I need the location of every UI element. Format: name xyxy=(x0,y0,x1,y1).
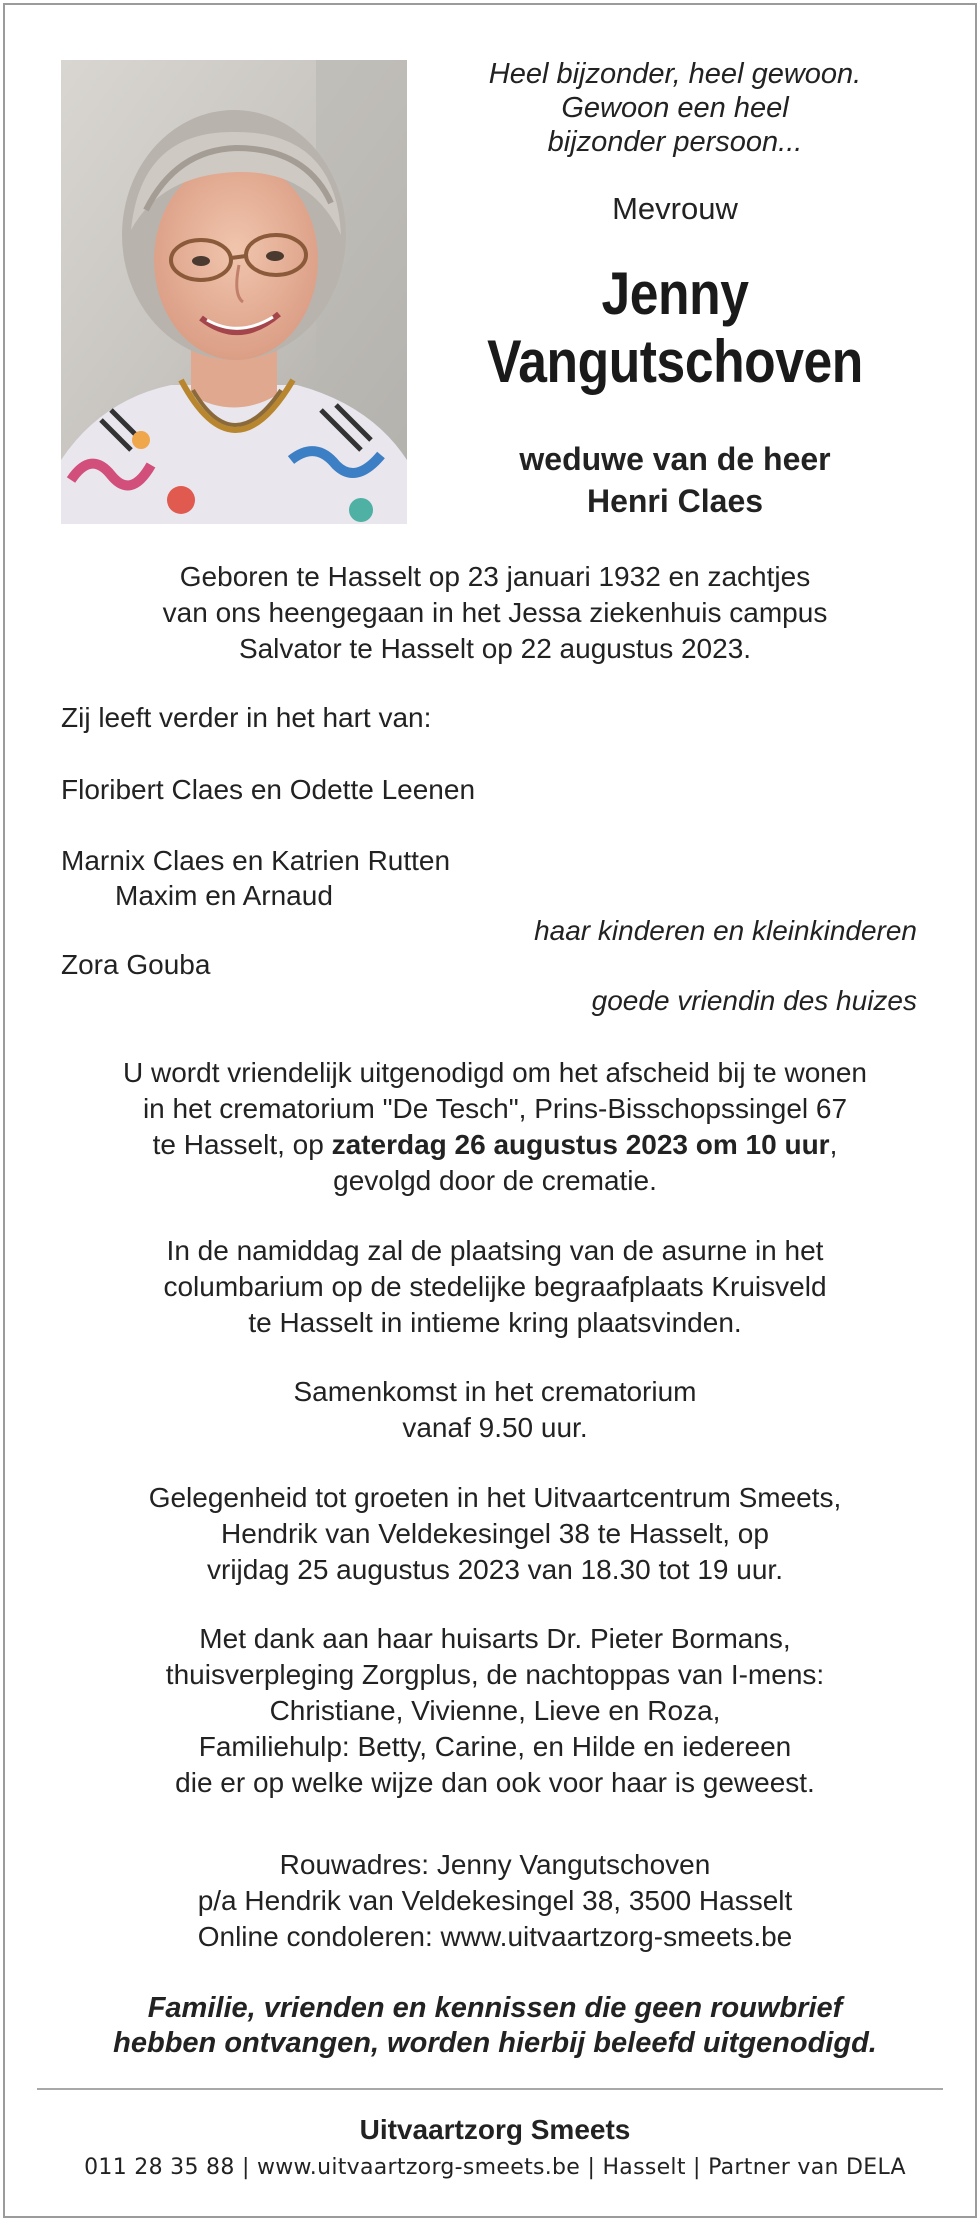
text-line: vanaf 9.50 uur. xyxy=(402,1412,588,1443)
text-line: te Hasselt in intieme kring plaatsvinden. xyxy=(248,1307,742,1338)
relation-label: haar kinderen en kleinkinderen xyxy=(534,915,917,946)
widow-of xyxy=(435,438,915,522)
closing-invitation xyxy=(45,1991,945,2061)
text-line: Familiehulp: Betty, Carine, en Hilde en iedereen xyxy=(198,1731,792,1762)
ceremony-paragraph xyxy=(45,1055,945,1199)
text-line: Online condoleren: www.uitvaartzorg-smeets.be xyxy=(197,1921,793,1952)
urn-paragraph xyxy=(45,1233,945,1341)
text-span: , xyxy=(829,1129,838,1160)
text-line: In de namiddag zal de plaatsing van de asurne in het xyxy=(166,1235,824,1266)
survivor-line: Zora Gouba xyxy=(61,949,211,980)
survivors-intro: Zij leeft verder in het hart van: xyxy=(61,702,432,733)
text-line: Hendrik van Veldekesingel 38 te Hasselt, op xyxy=(221,1518,769,1549)
text-span: te Hasselt, op xyxy=(152,1129,332,1160)
opening-quote xyxy=(435,57,915,159)
widow-line: weduwe van de heer xyxy=(519,441,831,477)
quote-line: bijzonder persoon... xyxy=(547,126,803,158)
survivor-line: Floribert Claes en Odette Leenen xyxy=(61,774,476,805)
text-line: Met dank aan haar huisarts Dr. Pieter Bormans, xyxy=(199,1623,791,1654)
funeral-company: Uitvaartzorg Smeets xyxy=(359,2114,631,2145)
funeral-contact: 011 28 35 88 | www.uitvaartzorg-smeets.be | Hasselt | Partner van DELA xyxy=(84,2155,906,2180)
portrait-photo xyxy=(61,60,407,524)
address-paragraph xyxy=(45,1847,945,1955)
text-line: Familie, vrienden en kennissen die geen rouwbrief xyxy=(147,1992,843,2024)
text-line: p/a Hendrik van Veldekesingel 38, 3500 Hasselt xyxy=(197,1885,793,1916)
survivor-line: Marnix Claes en Katrien Rutten xyxy=(61,845,451,876)
text-line: in het crematorium "De Tesch", Prins-Bisschopssingel 67 xyxy=(142,1093,848,1124)
text-line: vrijdag 25 augustus 2023 van 18.30 tot 19 uur. xyxy=(207,1554,783,1585)
thanks-paragraph xyxy=(45,1621,945,1801)
survivor-line: Maxim en Arnaud xyxy=(115,880,333,911)
text-line: thuisverpleging Zorgplus, de nachtoppas van I-mens: xyxy=(165,1659,825,1690)
deceased-name xyxy=(460,260,890,396)
text-line: hebben ontvangen, worden hierbij beleefd uitgenodigd. xyxy=(113,2027,877,2059)
gathering-paragraph xyxy=(45,1374,945,1446)
ceremony-date: zaterdag 26 augustus 2023 om 10 uur xyxy=(331,1129,830,1160)
first-name: Jenny xyxy=(601,260,749,327)
footer-divider xyxy=(37,2088,943,2090)
text-line: Samenkomst in het crematorium xyxy=(293,1376,697,1407)
text-line: U wordt vriendelijk uitgenodigd om het afscheid bij te wonen xyxy=(123,1057,867,1088)
visitation-paragraph xyxy=(45,1480,945,1588)
text-line: Christiane, Vivienne, Lieve en Roza, xyxy=(269,1695,721,1726)
relation-label: goede vriendin des huizes xyxy=(591,985,917,1016)
last-name: Vangutschoven xyxy=(487,328,863,395)
widow-line: Henri Claes xyxy=(586,483,764,519)
quote-line: Gewoon een heel xyxy=(561,92,789,124)
text-line: Gelegenheid tot groeten in het Uitvaartcentrum Smeets, xyxy=(148,1482,842,1513)
birth-death-paragraph xyxy=(45,559,945,667)
text-line: columbarium op de stedelijke begraafplaats Kruisveld xyxy=(163,1271,827,1302)
honorific: Mevrouw xyxy=(612,191,738,226)
portrait-illustration xyxy=(61,60,407,524)
text-line: Salvator te Hasselt op 22 augustus 2023. xyxy=(238,633,752,664)
obituary-card xyxy=(3,3,977,2218)
text-line: van ons heengegaan in het Jessa ziekenhuis campus xyxy=(162,597,828,628)
text-line: Rouwadres: Jenny Vangutschoven xyxy=(279,1849,711,1880)
text-line xyxy=(45,1127,945,1163)
text-line: Geboren te Hasselt op 23 januari 1932 en zachtjes xyxy=(179,561,811,592)
quote-line: Heel bijzonder, heel gewoon. xyxy=(488,58,862,90)
text-line: gevolgd door de crematie. xyxy=(333,1165,657,1196)
text-line: die er op welke wijze dan ook voor haar is geweest. xyxy=(175,1767,815,1798)
